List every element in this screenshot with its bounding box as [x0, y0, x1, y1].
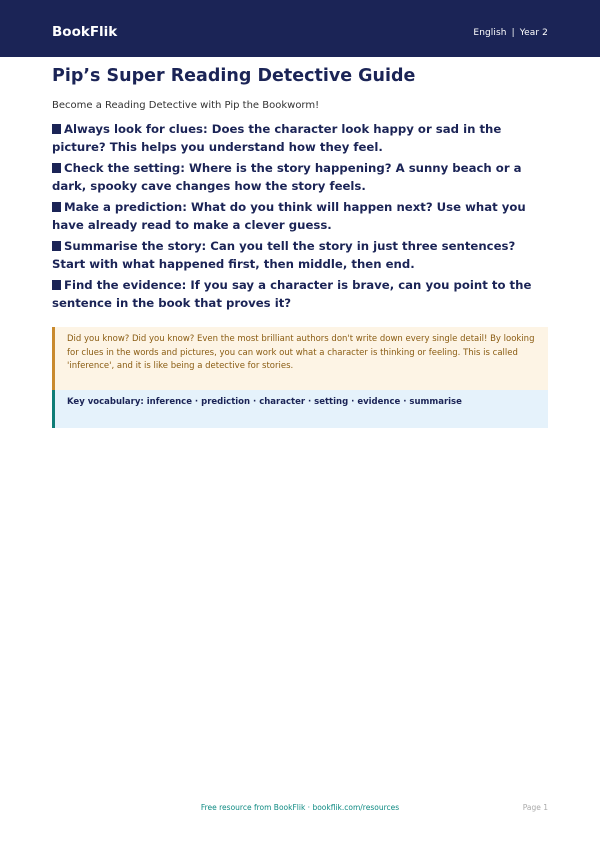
did-you-know-text: Did you know? Did you know? Even the most brilliant authors don't write down every single detail! By looking for clues in the words and pictures, you can work out what a character is thinking or feeling. This is called 'inference', and it is like being a detective for stories.	[67, 334, 535, 371]
tip-text: Check the setting: Where is the story happening? A sunny beach or a dark, spooky cave changes how the story feels.	[52, 161, 522, 193]
tips-list	[52, 121, 550, 316]
tip-text: Always look for clues: Does the character look happy or sad in the picture? This helps you understand how they feel.	[52, 122, 502, 154]
tip-item-evidence	[52, 277, 550, 312]
tip-item-clues	[52, 121, 550, 156]
square-bullet-icon	[52, 280, 61, 290]
brand-logo[interactable]: BookFlik	[52, 24, 118, 40]
square-bullet-icon	[52, 202, 61, 212]
tip-text: Make a prediction: What do you think will happen next? Use what you have already read to make a clever guess.	[52, 200, 526, 232]
tip-item-summarise	[52, 238, 550, 273]
square-bullet-icon	[52, 241, 61, 251]
vocabulary-text: Key vocabulary: inference · prediction · character · setting · evidence · summarise	[67, 397, 462, 407]
header-meta	[473, 28, 548, 38]
tip-item-prediction	[52, 199, 550, 234]
footer-link[interactable]: Free resource from BookFlik · bookflik.com/resources	[200, 803, 400, 812]
year-label: Year 2	[519, 28, 548, 38]
tip-text: Summarise the story: Can you tell the story in just three sentences? Start with what happened first, then middle, then end.	[52, 239, 516, 271]
header-bar	[0, 0, 600, 57]
vocabulary-box	[52, 390, 548, 428]
square-bullet-icon	[52, 163, 61, 173]
page-number: Page 1	[522, 803, 548, 812]
tip-item-setting	[52, 160, 550, 195]
tip-text: Find the evidence: If you say a character is brave, can you point to the sentence in the book that proves it?	[52, 278, 532, 310]
page-subtitle: Become a Reading Detective with Pip the Bookworm!	[52, 100, 320, 111]
meta-separator: |	[511, 28, 515, 38]
page-title: Pip’s Super Reading Detective Guide	[52, 66, 416, 86]
subject-label: English	[473, 28, 507, 38]
square-bullet-icon	[52, 124, 61, 134]
did-you-know-box	[52, 327, 548, 390]
